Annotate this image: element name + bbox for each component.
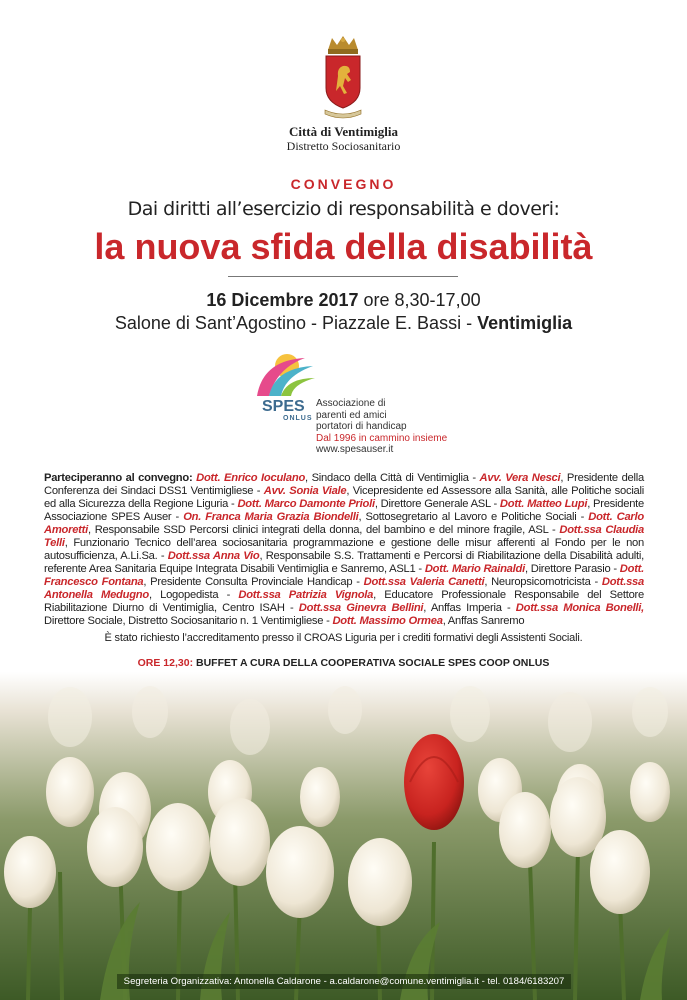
event-time: ore 8,30-17,00 (358, 290, 481, 310)
spes-line-2: parenti ed amici (316, 409, 387, 421)
event-eyebrow: CONVEGNO (290, 176, 397, 192)
participant-role: Direttore Sociale, Distretto Sociosanitario n. 1 Ventimigliese - (44, 615, 333, 627)
spes-website: www.spesauser.it (316, 444, 394, 455)
participant-name: Dott.ssa Monica Bonelli, (515, 602, 644, 614)
participant-name: Dott.ssa Antonella Medugno (44, 576, 644, 601)
tulip-field-image (0, 672, 687, 1000)
red-tulip (404, 734, 464, 830)
spes-onlus: ONLUS (283, 415, 313, 422)
participant-role: , Responsabile SSD Percorsi clinici integrati della donna, del bambino e del minore fragile, ASL - (88, 524, 560, 536)
spes-name: SPES (262, 398, 305, 415)
participant-role: , Educatore Professionale Responsabile del Settore Riabilitazione Diurno di Ventimiglia, Centro ISAH - (44, 589, 644, 614)
event-subtitle: Dai diritti all’esercizio di responsabilità e doveri: (127, 198, 560, 220)
accreditation-note: È stato richiesto l’accreditamento presso il CROAS Liguria per i crediti formativi degli Assistenti Sociali. (104, 632, 583, 644)
participant-name: Dott. Marco Damonte Prioli (237, 498, 375, 510)
event-title: la nuova sfida della disabilità (94, 226, 593, 267)
buffet-note (0, 657, 687, 669)
participant-name: Dott.ssa Patrizia Vignola (238, 589, 374, 601)
participant-name: Dott. Enrico Ioculano (196, 472, 306, 484)
participant-name: Avv. Sonia Viale (263, 485, 347, 497)
participant-role: , Presidente Associazione SPES Auser - (44, 498, 644, 523)
venue-address: Salone di Sant’Agostino - Piazzale E. Bassi - (114, 313, 478, 333)
venue-town: Ventimiglia (477, 313, 573, 333)
participant-name: Dott.ssa Claudia Telli (44, 524, 645, 549)
participant-name: Dott. Mario Rainaldi (424, 563, 525, 575)
participant-name: Dott.ssa Anna Vio (167, 550, 260, 562)
participant-role: , Anffas Imperia - (423, 602, 516, 614)
city-name: Città di Ventimiglia (288, 124, 399, 139)
participant-name: On. Franca Maria Grazia Biondelli (183, 511, 359, 523)
event-venue (0, 313, 687, 334)
participant-role: , Sottosegretario al Lavoro e Politiche Sociali - (358, 511, 589, 523)
spes-line-3: portatori di handicap (316, 421, 407, 432)
participant-name: Avv. Vera Nesci (479, 472, 561, 484)
participant-role: , Sindaco della Città di Ventimiglia - (305, 472, 480, 484)
buffet-time: ORE 12,30: (137, 657, 194, 669)
event-date: 16 Dicembre 2017 (206, 290, 359, 310)
participant-role: , Funzionario Tecnico dell’area sociosanitaria programmazione e gestione delle misur afferenti al Fondo per le non autosufficienza, A.Li.Sa. - (44, 537, 644, 562)
participant-name: Dott. Francesco Fontana (44, 563, 645, 588)
participant-name: Dott. Massimo Ormea (332, 615, 443, 627)
participant-role: , Direttore Parasio - (524, 563, 620, 575)
spes-tagline: Dal 1996 in cammino insieme (316, 432, 448, 444)
participant-role: , Neuropsicomotricista - (484, 576, 602, 588)
participant-role: , Presidente Consulta Provinciale Handicap - (143, 576, 364, 588)
participants-list (44, 472, 644, 628)
participant-role: , Direttore Generale ASL - (374, 498, 500, 510)
spes-description (316, 398, 447, 456)
participant-role: , Vicepresidente ed Assessore alla Sanità, alle Politiche sociali ed alla Sicurezza della Regione Liguria - (44, 485, 645, 510)
spes-line-1: Associazione di (316, 398, 386, 409)
event-datetime (0, 290, 687, 311)
participant-name: Dott.ssa Valeria Canetti (363, 576, 485, 588)
district-name: Distretto Sociosanitario (286, 139, 401, 153)
participant-role: , Responsabile S.S. Trattamenti e Percorsi di Riabilitazione della Disabilità adulti, referente Area Sanitaria Equipe Integrata Disabili Ventimiglia e Sanremo, ASL1 - (44, 550, 644, 575)
participant-role: , Anffas Sanremo (442, 615, 525, 627)
spes-logo-icon (253, 350, 317, 398)
participant-name: Dott. Matteo Lupi (499, 498, 588, 510)
participant-role: , Presidente della Conferenza dei Sindaci DSS1 Ventimigliese - (44, 472, 644, 497)
organizer-footer: Segreteria Organizzativa: Antonella Caldarone - a.caldarone@comune.ventimiglia.it - tel. 0184/6183207 (117, 974, 571, 989)
divider (228, 276, 458, 277)
participant-role: , Logopedista - (148, 589, 239, 601)
participant-name: Dott.ssa Ginevra Bellini (298, 602, 424, 614)
participants-lead: Parteciperanno al convegno: (44, 472, 197, 484)
participant-name: Dott. Carlo Amoretti (44, 511, 644, 536)
buffet-text: BUFFET A CURA DELLA COOPERATIVA SOCIALE SPES COOP ONLUS (193, 657, 550, 669)
city-crest-icon (323, 36, 363, 120)
